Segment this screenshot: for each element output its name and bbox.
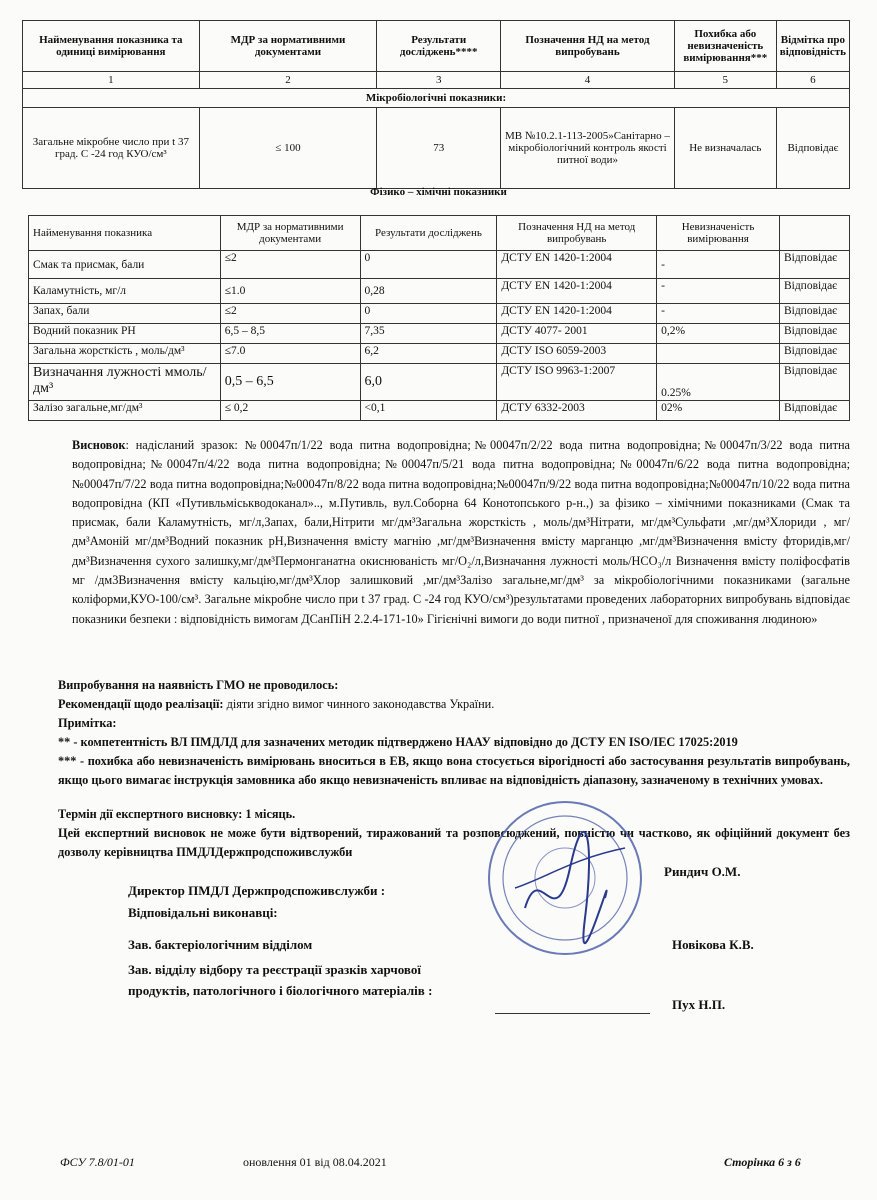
table-cell: ДСТУ ISO 6059-2003 — [497, 344, 657, 364]
table-cell: Визначання лужності ммоль/дм³ — [29, 364, 221, 401]
table-cell: <0,1 — [360, 401, 497, 421]
table-row — [29, 401, 850, 421]
table-cell: Каламутність, мг/л — [29, 279, 221, 304]
table-cell: 0.25% — [657, 364, 780, 401]
signature-line — [495, 1013, 650, 1014]
table-row — [29, 364, 850, 401]
table1-number-row — [23, 72, 850, 89]
table1-header-cell: МДР за нормативними документами — [199, 21, 377, 72]
table-cell: Відповідає — [779, 344, 849, 364]
update-info: оновлення 01 від 08.04.2021 — [243, 1155, 387, 1169]
table-cell: ДСТУ EN 1420-1:2004 — [497, 304, 657, 324]
table-cell: ≤ 100 — [199, 108, 377, 189]
table2-header-cell: Результати досліджень — [360, 216, 497, 251]
table-cell: Загальне мікробне число при t 37 град. С -24 год КУО/см³ — [23, 108, 200, 189]
table1-header-cell: Відмітка про відповідність — [776, 21, 849, 72]
table2-header-cell: Невизначеність вимірювання — [657, 216, 780, 251]
table-cell: Залізо загальне,мг/дм³ — [29, 401, 221, 421]
validity-term: Термін дії експертного висновку: 1 місяць. — [58, 807, 296, 821]
table-cell: ≤7.0 — [220, 344, 360, 364]
gmo-note: Випробування на наявність ГМО не проводилось: — [58, 678, 339, 692]
note-competence: ** - компетентність ВЛ ПМДЛД для зазначених методик підтверджено НААУ відповідно до ДСТУ EN ISO/IEC 17025:2019 — [58, 735, 738, 749]
table1-section-row — [23, 89, 850, 108]
column-number: 5 — [674, 72, 776, 89]
director-title: Директор ПМДЛ Держпродспоживслужби : — [128, 883, 386, 898]
table-cell: Відповідає — [779, 401, 849, 421]
table-cell: Відповідає — [779, 251, 849, 279]
physchem-table — [28, 215, 850, 421]
table2-header-cell: Найменування показника — [29, 216, 221, 251]
table-cell: 0 — [360, 304, 497, 324]
table2-header-cell: МДР за нормативними документами — [220, 216, 360, 251]
table-cell: ДСТУ ISO 9963-1:2007 — [497, 364, 657, 401]
table-row — [29, 304, 850, 324]
responsible-label: Відповідальні виконавці: — [128, 905, 278, 920]
table-cell: 0,2% — [657, 324, 780, 344]
table-cell: ≤2 — [220, 304, 360, 324]
official-stamp — [485, 798, 645, 963]
column-number: 2 — [199, 72, 377, 89]
table-cell: Відповідає — [779, 279, 849, 304]
table-cell: МВ №10.2.1-113-2005»Санітарно – мікробіологічний контроль якості питної води» — [501, 108, 675, 189]
recommendation-text: діяти згідно вимог чинного законодавства України. — [223, 697, 495, 711]
table-cell: Запах, бали — [29, 304, 221, 324]
section-title-physchem: Фізико – хімічні показники — [370, 186, 507, 198]
table-row — [29, 344, 850, 364]
table-cell: ≤2 — [220, 251, 360, 279]
table-cell: ДСТУ 4077- 2001 — [497, 324, 657, 344]
table-cell: 73 — [377, 108, 501, 189]
table-cell: Смак та присмак, бали — [29, 251, 221, 279]
table-cell: 0,5 – 6,5 — [220, 364, 360, 401]
table-cell: 6,2 — [360, 344, 497, 364]
table1-header-cell: Результати досліджень**** — [377, 21, 501, 72]
table-cell: Відповідає — [779, 304, 849, 324]
form-code: ФСУ 7.8/01-01 — [60, 1155, 135, 1169]
recommendation — [58, 695, 850, 714]
table1-header-cell: Позначення НД на метод випробувань — [501, 21, 675, 72]
conclusion-label: Висновок — [72, 438, 126, 452]
table-cell: 6,5 – 8,5 — [220, 324, 360, 344]
column-number: 3 — [377, 72, 501, 89]
section-title-microbiology: Мікробіологічні показники: — [23, 89, 850, 108]
table-cell: - — [657, 251, 780, 279]
recommendation-label: Рекомендації щодо реалізації: — [58, 697, 224, 711]
table-cell — [657, 344, 780, 364]
page-number: Сторінка 6 з 6 — [724, 1155, 801, 1169]
note-label: Примітка: — [58, 716, 117, 730]
table1-header-row — [23, 21, 850, 72]
table-cell: - — [657, 279, 780, 304]
table-cell: 6,0 — [360, 364, 497, 401]
director-name: Риндич О.М. — [664, 864, 741, 879]
table-cell: ДСТУ EN 1420-1:2004 — [497, 279, 657, 304]
column-number: 4 — [501, 72, 675, 89]
bact-dept-title: Зав. бактеріологічним відділом — [128, 937, 313, 952]
table-cell: Не визначалась — [674, 108, 776, 189]
table-cell: ≤1.0 — [220, 279, 360, 304]
table-row — [29, 251, 850, 279]
table2-header-row — [29, 216, 850, 251]
table-cell: Відповідає — [779, 324, 849, 344]
table-cell: - — [657, 304, 780, 324]
column-number: 1 — [23, 72, 200, 89]
sampling-dept-title: Зав. відділу відбору та реєстрації зразків харчової продуктів, патологічного і біологічного матеріалів : — [128, 962, 433, 998]
conclusion — [72, 436, 850, 629]
table-cell: ДСТУ EN 1420-1:2004 — [497, 251, 657, 279]
table-cell: Загальна жорсткість , моль/дм³ — [29, 344, 221, 364]
table1-header-cell: Похибка або невизначеність вимірювання*** — [674, 21, 776, 72]
table-row — [23, 108, 850, 189]
table1-header-cell: Найменування показника та одиниці вимірювання — [23, 21, 200, 72]
table-cell: ДСТУ 6332-2003 — [497, 401, 657, 421]
table-cell: 0,28 — [360, 279, 497, 304]
table-row — [29, 279, 850, 304]
table-cell: 7,35 — [360, 324, 497, 344]
table2-header-cell — [779, 216, 849, 251]
table-row — [29, 324, 850, 344]
table2-header-cell: Позначення НД на метод випробувань — [497, 216, 657, 251]
microbiology-table — [22, 20, 850, 189]
table-cell: 02% — [657, 401, 780, 421]
table-cell: Водний показник РН — [29, 324, 221, 344]
bact-dept-name: Новікова К.В. — [672, 937, 754, 952]
table-cell: Відповідає — [776, 108, 849, 189]
note-uncertainty: *** - похибка або невизначеність вимірювань вноситься в ЕВ, якщо вона стосується вірогідності або застосування результатів випробувань, якщо цього вимагає інструкція замовника або якщо невизначеність впливає на відповідність діапазону, зазначеному в технічних умовах. — [58, 754, 850, 788]
column-number: 6 — [776, 72, 849, 89]
table-cell: Відповідає — [779, 364, 849, 401]
table-cell: 0 — [360, 251, 497, 279]
table-cell: ≤ 0,2 — [220, 401, 360, 421]
copy-restriction: Цей експертний висновок не може бути відтворений, тиражований та розповсюджений, повністю чи частково, як офіційний документ без дозволу керівництва ПМДЛДержпродспоживслужби — [58, 826, 850, 860]
sampling-dept-name: Пух Н.П. — [672, 997, 726, 1012]
conclusion-text: : надісланий зразок: №00047п/1/22 вода питна водопровідна;№00047п/2/22 вода питна водопровідна;№00047п/3/22 вода питна водопровідна;№00047п/4/22 вода питна водопровідна;№00047п/5/21 вода питна водопровідна;№00047п/6/22 вода питна водопровідна;№00047п/7/22 вода питна водопровідна;№00047п/8/22 вода питна водопровідна;№00047п/9/22 вода питна водопровідна;№00047п/10/22 вода питна водопровідна (КП «Путивльміськводоканал».., м.Путивль, вул.Соборна 64 Конотопського р-н.,) за фізико – хімічними показниками (Смак та присмак, бали Каламутність, мг/л,Запах, бали,Нітрити мг/дм³Загальна жорсткість , моль/дм³Нітрати, мг/дм³Сульфати ,мг/дм³Хлориди , мг/дм³Амоній мг/дм³Водний показник рН,Визначення вмісту магнію ,мг/дм³Визначення вмісту марганцю ,мг/дм³Визначення вмісту фторидів,мг/дм³Визначення сухого залишку,мг/дм³Пермонганатна окиснюваність мг/О₂/л,Визначання лужності моль/НСО₃/л Визначення вмісту поліфосфатів мг /дм3Визначення вмісту кальцію,мг/дм³Хлор залишковий ,мг/дм³Залізо загальне,мг/дм³ за мікробіологічними показниками (загальне коліформи,КУО-100/см³. Загальне мікробне число при t 37 град. С -24 год КУО/см³)результатами проведених лабораторних випробувань відповідає показники безпеки : відповідність вимогам ДСанПіН 2.2.4-171-10» Гігієнічні вимоги до води питної , призначеної для споживання людиною» — [72, 438, 850, 626]
